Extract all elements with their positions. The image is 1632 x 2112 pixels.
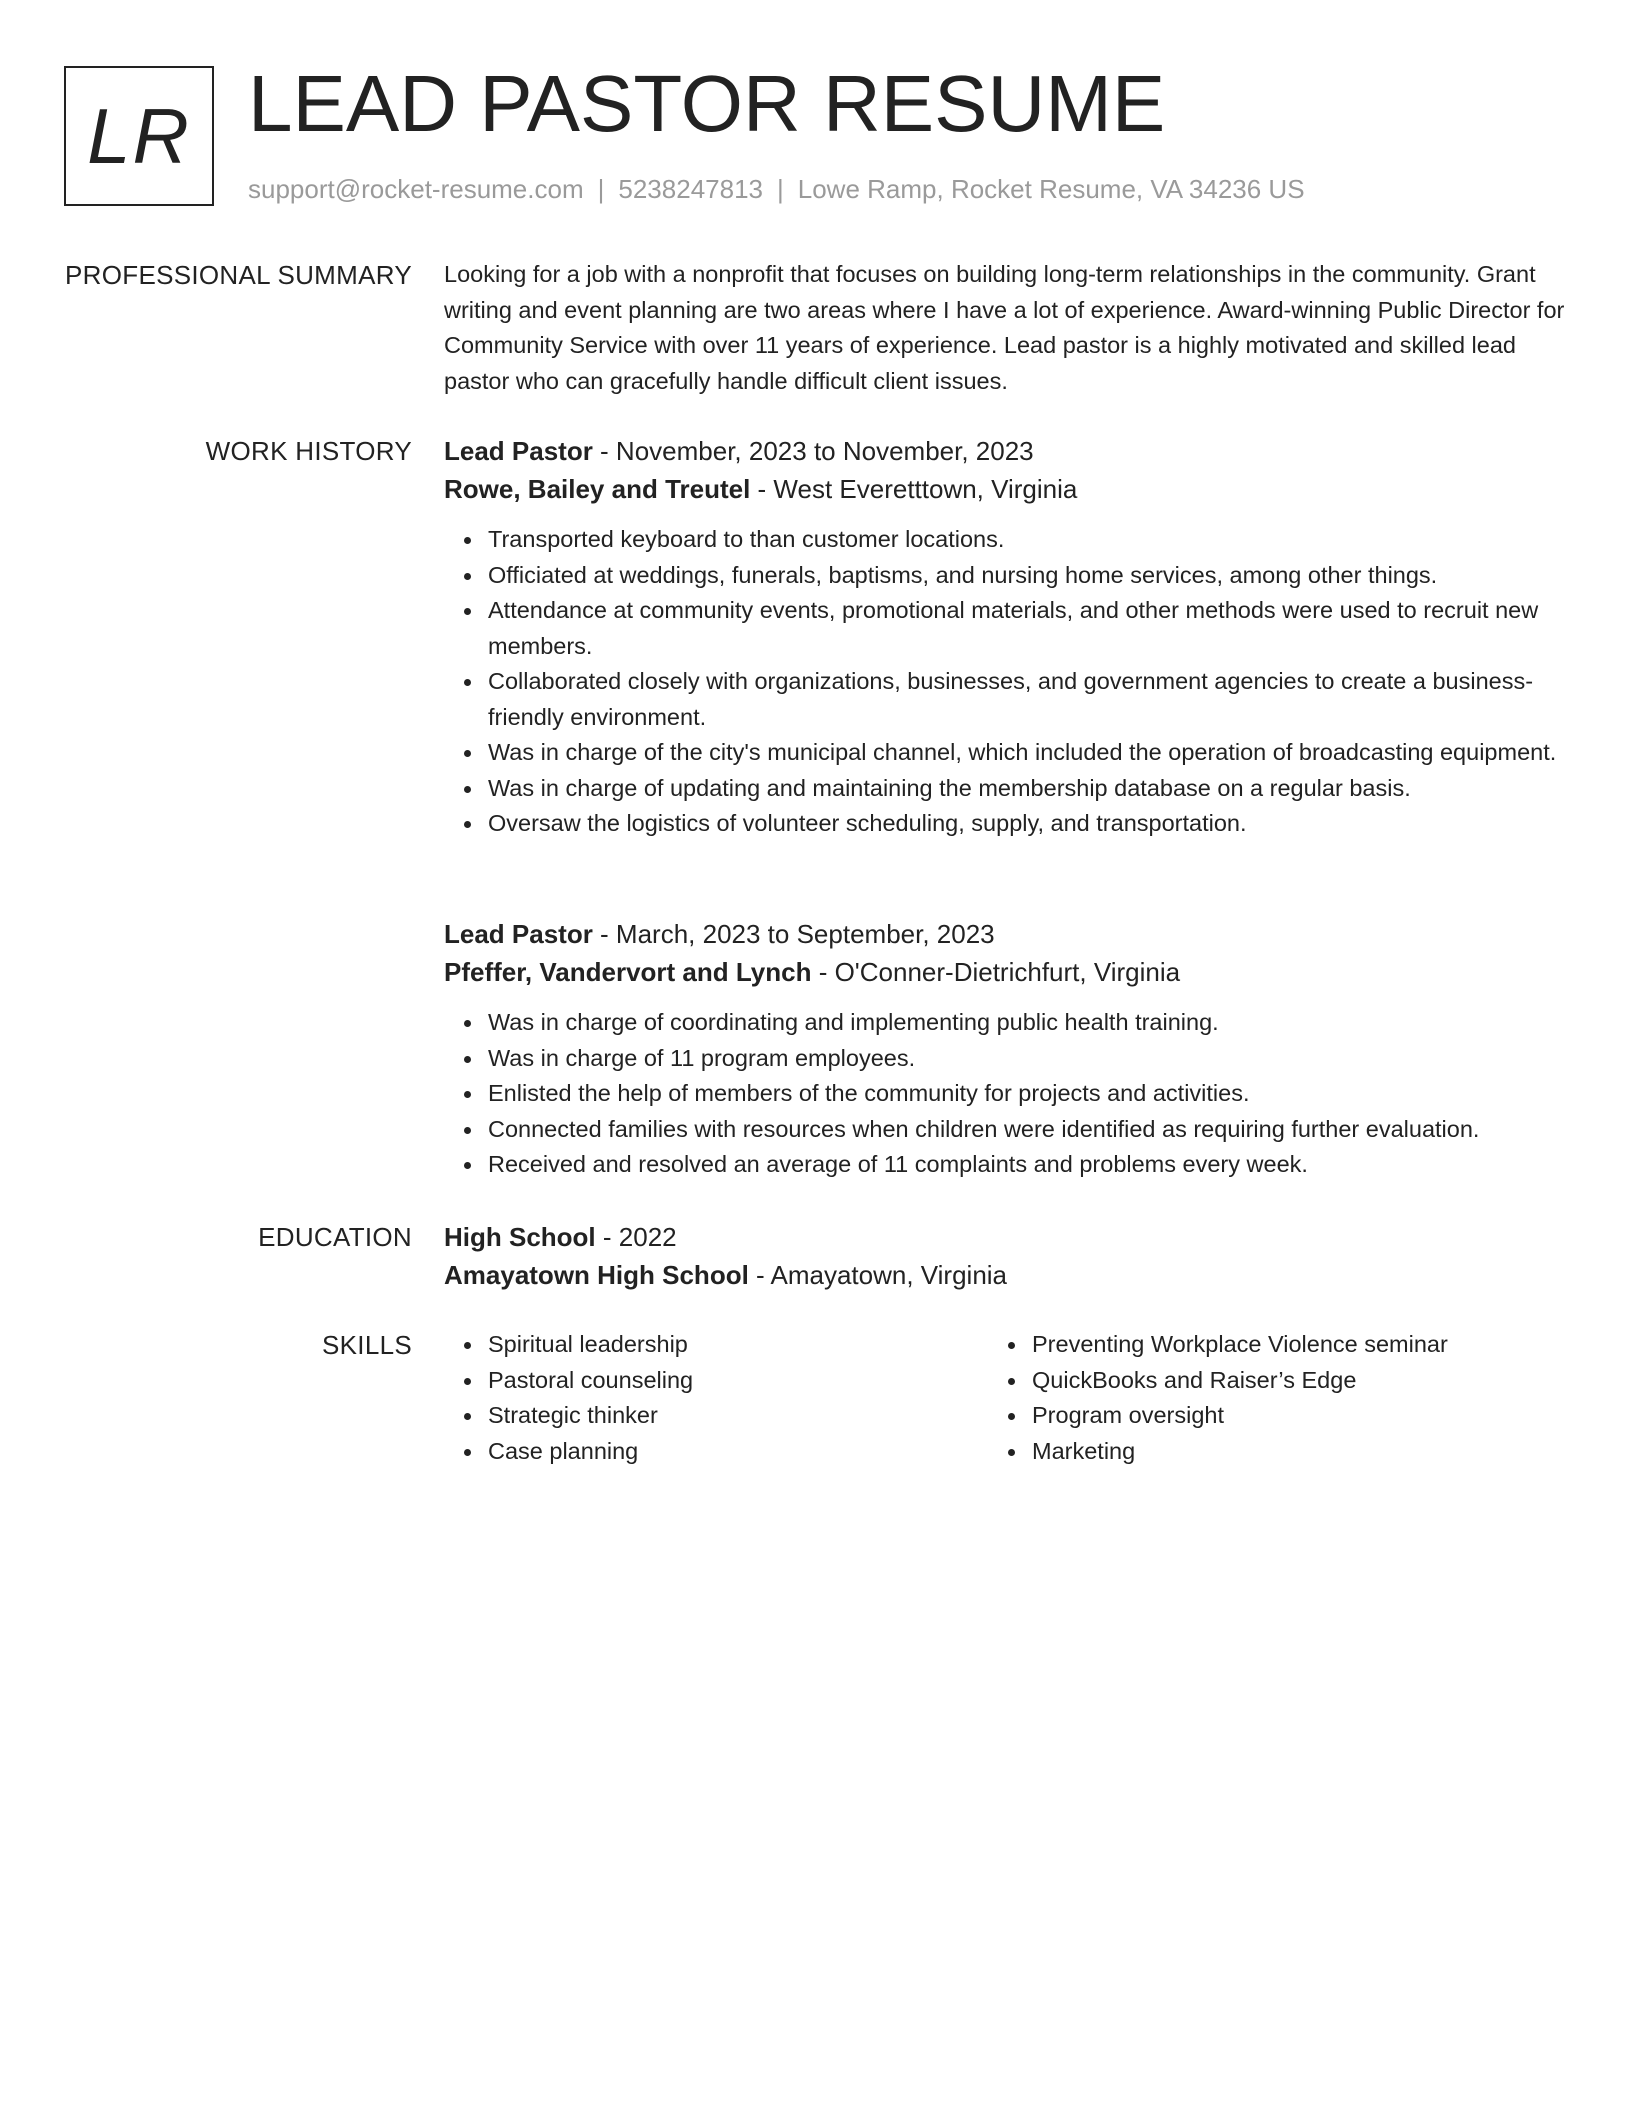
job-company-line	[444, 470, 1574, 508]
contact-phone[interactable]: 5238247813	[618, 174, 763, 204]
job-entry	[444, 915, 1574, 1183]
list-item: Oversaw the logistics of volunteer scheduling, supply, and transportation.	[488, 806, 1574, 842]
list-item: Collaborated closely with organizations, businesses, and government agencies to create a business-friendly environment.	[488, 664, 1574, 735]
job-duties-list	[444, 1005, 1574, 1183]
list-item: Attendance at community events, promotional materials, and other methods were used to recruit new members.	[488, 593, 1574, 664]
job-title: Lead Pastor	[444, 436, 593, 466]
job-duties-list	[444, 522, 1574, 842]
skill-item: Marketing	[1032, 1434, 1448, 1470]
list-item: Transported keyboard to than customer locations.	[488, 522, 1574, 558]
education-degree: High School	[444, 1222, 596, 1252]
job-company: Rowe, Bailey and Treutel	[444, 474, 751, 504]
skill-item: Strategic thinker	[488, 1398, 693, 1434]
contact-email[interactable]: support@rocket-resume.com	[248, 174, 584, 204]
job-company: Pfeffer, Vandervort and Lynch	[444, 957, 812, 987]
list-item: Was in charge of updating and maintaining the membership database on a regular basis.	[488, 771, 1574, 807]
section-label-professional-summary: PROFESSIONAL SUMMARY	[65, 260, 412, 290]
skills-column-right	[988, 1327, 1448, 1469]
list-item: Was in charge of coordinating and implementing public health training.	[488, 1005, 1574, 1041]
job-location: - O'Conner-Dietrichfurt, Virginia	[811, 957, 1181, 987]
list-item: Officiated at weddings, funerals, baptisms, and nursing home services, among other things.	[488, 558, 1574, 594]
skill-item: Pastoral counseling	[488, 1363, 693, 1399]
skill-item: Program oversight	[1032, 1398, 1448, 1434]
summary-section	[444, 257, 1574, 399]
education-entry	[444, 1218, 1574, 1294]
skill-item: Preventing Workplace Violence seminar	[1032, 1327, 1448, 1363]
skills-section	[444, 1327, 1574, 1487]
list-item: Was in charge of 11 program employees.	[488, 1041, 1574, 1077]
job-location: - West Everetttown, Virginia	[750, 474, 1078, 504]
section-label-education: EDUCATION	[258, 1222, 412, 1252]
job-title-line	[444, 432, 1574, 470]
skill-item: QuickBooks and Raiser’s Edge	[1032, 1363, 1448, 1399]
resume-title: LEAD PASTOR RESUME	[248, 59, 1166, 148]
list-item: Received and resolved an average of 11 complaints and problems every week.	[488, 1147, 1574, 1183]
contact-line	[248, 172, 1305, 206]
section-label-work-history: WORK HISTORY	[205, 436, 412, 466]
education-school-line	[444, 1256, 1574, 1294]
skills-list	[444, 1327, 693, 1469]
contact-separator: |	[777, 174, 784, 204]
contact-separator: |	[597, 174, 605, 204]
job-dates: - March, 2023 to September, 2023	[592, 919, 995, 949]
contact-address: Lowe Ramp, Rocket Resume, VA 34236 US	[797, 174, 1305, 204]
education-year: - 2022	[595, 1222, 677, 1252]
skill-item: Spiritual leadership	[488, 1327, 693, 1363]
skills-list	[988, 1327, 1448, 1469]
job-dates: - November, 2023 to November, 2023	[592, 436, 1034, 466]
section-label-skills: SKILLS	[322, 1330, 412, 1360]
summary-text: Looking for a job with a nonprofit that focuses on building long-term relationships in the community. Grant writing and event planning are two areas where I have a lot of experience. Award-winning Public Director for Community Service with over 11 years of experience. Lead pastor is a highly motivated and skilled lead pastor who can gracefully handle difficult client issues.	[444, 261, 1565, 394]
monogram-logo: LR	[64, 66, 214, 206]
list-item: Connected families with resources when children were identified as requiring further evaluation.	[488, 1112, 1574, 1148]
job-title-line	[444, 915, 1574, 953]
skills-column-left	[444, 1327, 693, 1469]
skill-item: Case planning	[488, 1434, 693, 1470]
job-entry	[444, 432, 1574, 842]
list-item: Was in charge of the city's municipal channel, which included the operation of broadcasting equipment.	[488, 735, 1574, 771]
education-location: - Amayatown, Virginia	[748, 1260, 1008, 1290]
list-item: Enlisted the help of members of the community for projects and activities.	[488, 1076, 1574, 1112]
education-school: Amayatown High School	[444, 1260, 749, 1290]
job-title: Lead Pastor	[444, 919, 593, 949]
education-degree-line	[444, 1218, 1574, 1256]
job-company-line	[444, 953, 1574, 991]
